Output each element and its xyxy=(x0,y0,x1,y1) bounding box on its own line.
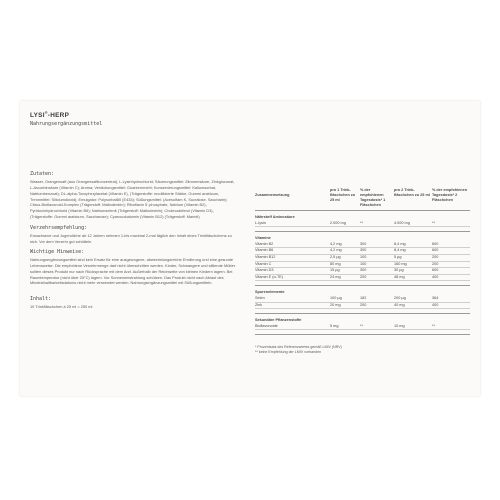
header-cell: % der empfohlenen Tagesdosis* 2 Fläschchen xyxy=(432,188,468,202)
inhalt-heading: Inhalt: xyxy=(30,296,52,303)
table-cell: Vitamin E (α-TE) xyxy=(255,274,284,279)
table-cell: ** xyxy=(360,220,363,225)
table-cell: 200 µg xyxy=(394,295,406,300)
info-column xyxy=(30,111,236,310)
table-cell: 200 xyxy=(360,274,367,279)
table-cell: Bioflavonoide xyxy=(255,323,278,328)
group-divider xyxy=(255,227,470,232)
table-cell: ** xyxy=(360,323,363,328)
hinweise-heading: Wichtige Hinweise: xyxy=(30,249,85,256)
table-row xyxy=(255,262,470,269)
nutrition-table xyxy=(255,188,470,355)
verzehr-heading: Verzehrsempfehlung: xyxy=(30,224,88,231)
table-row xyxy=(255,221,470,228)
table-row xyxy=(255,268,470,275)
footnotes xyxy=(255,345,470,355)
table-cell: 15 µg xyxy=(330,268,340,273)
table-cell: 200 xyxy=(432,261,439,266)
hinweise-section xyxy=(30,249,236,286)
group-divider xyxy=(255,281,470,286)
table-cell: 2,5 µg xyxy=(330,254,341,259)
table-cell: 4,2 mg xyxy=(330,248,342,253)
table-cell: 300 xyxy=(360,268,367,273)
header-cell: Zusammensetzung xyxy=(255,193,290,197)
header-cell: pro 1 Trink-fläschchen zu 25 ml xyxy=(330,188,356,202)
brand-suffix: -HERP xyxy=(47,112,70,120)
table-cell: Vitamin D3 xyxy=(255,268,274,273)
table-row xyxy=(255,255,470,262)
table-cell: 100 µg xyxy=(330,295,342,300)
table-cell: 24 mg xyxy=(330,274,341,279)
table-cell: Vitamin B6 xyxy=(255,248,274,253)
table-cell: 5 mg xyxy=(330,323,339,328)
group-divider xyxy=(255,330,470,335)
table-header xyxy=(255,188,470,211)
brand-word: LYSI xyxy=(30,112,45,120)
table-cell: Vitamin C xyxy=(255,261,272,266)
table-cell: L-lysin xyxy=(255,220,266,225)
product-subtitle: Nahrungsergänzungsmittel xyxy=(30,121,103,128)
table-body xyxy=(255,215,470,335)
table-cell: Zink xyxy=(255,302,263,307)
group-label: Sekundäre Pflanzenstoffe xyxy=(255,318,302,323)
table-row xyxy=(255,303,470,310)
verzehr-section xyxy=(30,225,236,245)
table-cell: 200 xyxy=(360,302,367,307)
hinweise-text: Nahrungsergänzungsmittel sind kein Ersatz für eine ausgewogene, abwechslungsreiche Ernährung und eine gesunde Lebensweise. Die empfohlene Verzehrmenge darf nicht überschritten werden. Kinder, Schwangere und stillende Mütter sollten dieses Produkt nur nach Rücksprache mit dem Arzt. Außerhalb der Reichweite von kleinen Kindern lagern. Bei Raumtemperatur (nicht über 25°C) lagern. Vor Sonneneinstrahlung schützen. Das Produkt nicht nach Ablauf des Mindesthaltbarkeitsdatums nicht mehr verwendet werden. Nahrungsergänzungsmittel mit Süßungsmitteln. xyxy=(30,257,236,286)
table-cell: Vitamin B2 xyxy=(255,241,274,246)
table-cell: 5 µg xyxy=(394,254,402,259)
zutaten-section xyxy=(30,171,236,220)
table-cell: 400 xyxy=(432,302,439,307)
inhalt-text: 10 Trinkfläschchen à 25 ml = 250 ml xyxy=(30,304,93,310)
table-row xyxy=(255,248,470,255)
table-cell: 160 mg xyxy=(394,261,407,266)
table-cell: ** xyxy=(432,323,435,328)
table-cell: Vitamin B12 xyxy=(255,254,276,259)
table-cell: 300 xyxy=(360,241,367,246)
brand-mark: ® xyxy=(44,111,48,115)
table-cell: 10 mg xyxy=(394,323,405,328)
table-cell: 600 xyxy=(432,241,439,246)
group-label: Vitamine xyxy=(255,236,271,241)
table-cell: 100 xyxy=(360,254,367,259)
table-cell: 4.000 mg xyxy=(394,220,410,225)
table-cell: 48 mg xyxy=(394,274,405,279)
table-row xyxy=(255,275,470,282)
inhalt-section xyxy=(30,296,236,310)
header-cell: pro 2 Trink-fläschchen zu 25 ml xyxy=(394,188,430,197)
table-cell: 30 µg xyxy=(394,268,404,273)
table-cell: 40 mg xyxy=(394,302,405,307)
table-cell: 600 xyxy=(432,268,439,273)
table-cell: 8,4 mg xyxy=(394,241,406,246)
footnote: ** keine Empfehlung der LMIV vorhanden xyxy=(255,350,322,355)
verzehr-text: Erwachsene und Jugendliche ab 12 Jahren nehmen 1-bis maximal 2-mal täglich den Inhalt eines Trinkfläschchens zu sich. Vor dem Verzehr gut schütteln. xyxy=(30,232,232,244)
header-cell: % der empfohlenen Tagesdosis* 1 Fläschchen xyxy=(360,188,386,207)
group-label: Spurenelemente xyxy=(255,290,285,295)
table-cell: 4,2 mg xyxy=(330,241,342,246)
table-row xyxy=(255,324,470,331)
table-cell: ** xyxy=(432,220,435,225)
table-cell: 600 xyxy=(432,248,439,253)
table-row xyxy=(255,242,470,249)
table-cell: 182 xyxy=(360,295,367,300)
table-cell: 200 xyxy=(432,254,439,259)
table-cell: 2.000 mg xyxy=(330,220,346,225)
table-cell: 364 xyxy=(432,295,439,300)
table-cell: 20 mg xyxy=(330,302,341,307)
zutaten-heading: Zutaten: xyxy=(30,171,55,178)
footnote: * Prozentsatz des Referenzwertes gemäß LMIV (NRV) xyxy=(255,345,342,350)
table-cell: Selen xyxy=(255,295,265,300)
package-label xyxy=(20,101,480,396)
table-cell: 300 xyxy=(360,248,367,253)
table-cell: 80 mg xyxy=(330,261,341,266)
group-label: Nährstoff Aminosäure xyxy=(255,215,295,219)
table-cell: 8,4 mg xyxy=(394,248,406,253)
group-divider xyxy=(255,309,470,314)
table-cell: 400 xyxy=(432,274,439,279)
zutaten-text: Wasser, Orangensaft (aus Orangensaftkonzentrat), L-Lysinhydrochlorid; Säuerungsmittel: Zitronensäure, Zinkgluconat, L-Ascorbinsäure (Vitamin C); Aroma; Verdickungsmittel: Guarkernmehl; Konservierungsmittel: Kaliumsorbat, Natriumbenzoat); DL-alpha-Tocopherylacetat (Vitamin E), (Trägerstoffe: modifizierte Stärke, Gummi arabicum, Trennmittel: Siliciumdioxid); Emulgator: Polysorbat80 (E433); Süßungsmittel: (Acesulfam K, Sucralose, Saccharin); Citrus-Bioflavonoid-Komplex (Trägerstoff: Maltodextrin); Riboflavin 5'-phosphate, Natrium (Vitamin B2); Pyridoxinhydrochlorid (Vitamin B6); Natriumselenit (Trägerstoff: Maltodextrin); Cholecalciferol (Vitamin D3), (Trägerstoffe: Gummi arabicum, Saccharose); Cyanocobalamin (Vitamin B12) (Trägerstoff: Mannit) xyxy=(30,179,235,219)
table-row xyxy=(255,296,470,303)
brand-name xyxy=(30,111,236,119)
table-cell: 100 xyxy=(360,261,367,266)
